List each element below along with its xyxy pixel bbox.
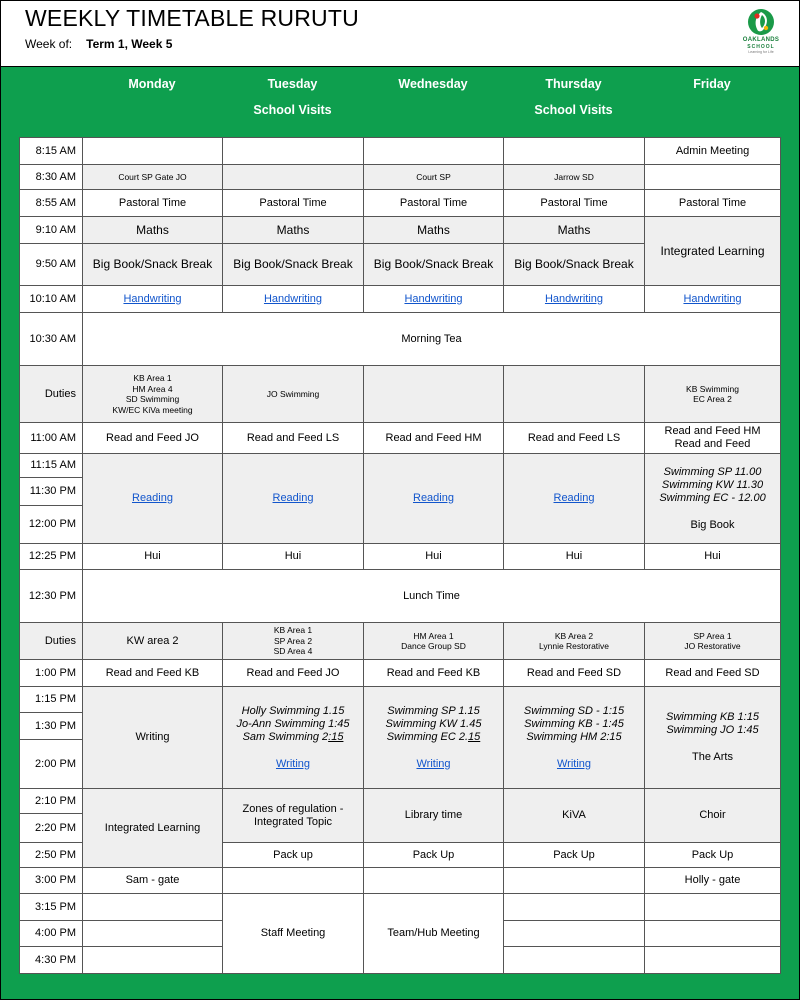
- handwriting-link[interactable]: Handwriting: [123, 292, 182, 305]
- time-cell: 2:50 PM: [20, 843, 83, 868]
- cell-line: Swimming JO 1:45: [666, 724, 759, 736]
- cell-mon-1300: Read and Feed KB: [83, 660, 223, 687]
- handwriting-link[interactable]: Handwriting: [544, 292, 604, 305]
- table-row: [20, 868, 781, 894]
- oak-leaf-icon: [746, 7, 776, 37]
- reading-link[interactable]: Reading: [272, 492, 314, 504]
- handwriting-link[interactable]: Handwriting: [683, 292, 742, 305]
- cell-tue-zones: [223, 789, 364, 843]
- cell-empty: [223, 138, 364, 165]
- time-cell: 4:00 PM: [20, 921, 83, 947]
- cell-fri-1300: Read and Feed SD: [645, 660, 781, 687]
- cell-line: [225, 731, 361, 744]
- duty-line: EC Area 2: [693, 394, 732, 404]
- cell-mon-duties2: KW area 2: [83, 623, 223, 660]
- cell-empty: [645, 894, 781, 921]
- cell-empty: [645, 947, 781, 974]
- cell-line: The Arts: [692, 751, 733, 763]
- week-value: Term 1, Week 5: [86, 37, 173, 51]
- table-row: [20, 789, 781, 814]
- cell-empty: [645, 165, 781, 190]
- cell-pastoral: Pastoral Time: [504, 190, 645, 217]
- cell-packup: Pack Up: [504, 843, 645, 868]
- cell-line: Read and Feed: [674, 438, 751, 450]
- table-row: [20, 313, 781, 366]
- duty-line: KB Area 1: [273, 625, 313, 636]
- header: [0, 0, 800, 66]
- cell-hui: Hui: [83, 544, 223, 570]
- duty-line: SD Swimming: [125, 394, 180, 404]
- time-cell: Duties: [20, 623, 83, 660]
- table-row: [20, 570, 781, 623]
- cell-line: Read and Feed HM: [664, 425, 761, 437]
- time-cell: Duties: [20, 366, 83, 423]
- cell-fri-integrated-learning: Integrated Learning: [645, 217, 781, 286]
- cell-thu-kiva: KiVA: [504, 789, 645, 843]
- table-row: [20, 894, 781, 921]
- cell-tue-packup: Pack up: [223, 843, 364, 868]
- cell-fri-swimming2: [645, 687, 781, 789]
- table-row: [20, 687, 781, 713]
- cell-tue-swimming: [223, 687, 364, 789]
- cell-thu-swimming: [504, 687, 645, 789]
- cell-line: Swimming SP 1.15: [387, 704, 480, 717]
- writing-link[interactable]: Writing: [416, 757, 451, 770]
- duty-line: Dance Group SD: [401, 641, 466, 651]
- cell-text: 15: [468, 730, 481, 743]
- cell-tue-1100: Read and Feed LS: [223, 423, 364, 454]
- cell-mon-1100: Read and Feed JO: [83, 423, 223, 454]
- day-header-thursday: Thursday: [545, 77, 602, 91]
- cell-bigbook: Big Book/Snack Break: [223, 244, 364, 286]
- cell-wed-swimming: [364, 687, 504, 789]
- time-cell: 4:30 PM: [20, 947, 83, 974]
- day-header-wednesday: Wednesday: [398, 77, 468, 91]
- week-of: [25, 37, 172, 51]
- cell-fri-duties2: [645, 623, 781, 660]
- day-header-tuesday: Tuesday: [267, 77, 318, 91]
- time-cell: 1:15 PM: [20, 687, 83, 713]
- time-cell: 11:00 AM: [20, 423, 83, 454]
- cell-line: Jo-Ann Swimming 1:45: [236, 717, 350, 730]
- timetable: [19, 137, 781, 974]
- cell-thu-0830: Jarrow SD: [504, 165, 645, 190]
- time-cell: 11:30 PM: [20, 478, 83, 506]
- cell-line: Zones of regulation -: [242, 802, 344, 815]
- table-row: [20, 165, 781, 190]
- time-cell: 2:10 PM: [20, 789, 83, 814]
- cell-lunch-time: Lunch Time: [83, 570, 781, 623]
- time-cell: 1:30 PM: [20, 713, 83, 740]
- cell-mon-0830: Court SP Gate JO: [83, 165, 223, 190]
- cell-hui: Hui: [645, 544, 781, 570]
- time-cell: 8:15 AM: [20, 138, 83, 165]
- cell-text: :15: [328, 730, 344, 743]
- day-subheader-thursday: School Visits: [534, 103, 613, 117]
- table-row: [20, 190, 781, 217]
- cell-tue-1300: Read and Feed JO: [223, 660, 364, 687]
- logo-tagline: Learning for Life: [748, 50, 774, 54]
- reading-link[interactable]: Reading: [413, 492, 454, 504]
- cell-line: Swimming SP 11.00: [663, 465, 762, 478]
- cell-empty: [83, 947, 223, 974]
- cell-line: [366, 731, 501, 744]
- cell-wed-0830: Court SP: [364, 165, 504, 190]
- table-row: [20, 454, 781, 478]
- table-row: [20, 138, 781, 165]
- cell-wed-duties2: [364, 623, 504, 660]
- cell-empty: [645, 921, 781, 947]
- cell-empty: [504, 366, 645, 423]
- cell-tue-duties: JO Swimming: [223, 366, 364, 423]
- duty-line: SP Area 2: [273, 635, 313, 646]
- cell-empty: [364, 868, 504, 894]
- cell-empty: [504, 947, 645, 974]
- time-cell: 1:00 PM: [20, 660, 83, 687]
- cell-line: Swimming KW 1.45: [385, 717, 482, 730]
- cell-empty: [504, 921, 645, 947]
- cell-fri-swimming: [645, 454, 781, 544]
- day-subheader-tuesday: School Visits: [253, 103, 332, 117]
- time-cell: 3:00 PM: [20, 868, 83, 894]
- cell-hui: Hui: [223, 544, 364, 570]
- cell-fri-1100: [645, 423, 781, 454]
- cell-fri-choir: Choir: [645, 789, 781, 843]
- reading-link[interactable]: Reading: [553, 492, 595, 504]
- cell-line: Swimming KW 11.30: [661, 478, 764, 491]
- cell-empty: [504, 138, 645, 165]
- cell-line: Swimming SD - 1:15: [523, 704, 625, 717]
- cell-packup: Pack Up: [645, 843, 781, 868]
- handwriting-link[interactable]: Handwriting: [263, 292, 323, 305]
- table-row: [20, 623, 781, 660]
- cell-mon-writing: Writing: [83, 687, 223, 789]
- cell-thu-1100: Read and Feed LS: [504, 423, 645, 454]
- cell-pastoral: Pastoral Time: [364, 190, 504, 217]
- cell-line: Holly Swimming 1.15: [241, 704, 345, 717]
- time-cell: 9:50 AM: [20, 244, 83, 286]
- cell-line: Swimming EC - 12.00: [659, 491, 766, 504]
- day-header-friday: Friday: [693, 77, 731, 91]
- cell-empty: [364, 366, 504, 423]
- cell-pastoral: Pastoral Time: [223, 190, 364, 217]
- duty-line: JO Restorative: [684, 641, 741, 651]
- time-cell: 12:30 PM: [20, 570, 83, 623]
- cell-maths: Maths: [364, 217, 504, 244]
- duty-line: HM Area 1: [413, 630, 454, 641]
- time-cell: 12:25 PM: [20, 544, 83, 570]
- time-cell: 11:15 AM: [20, 454, 83, 478]
- cell-wed-1100: Read and Feed HM: [364, 423, 504, 454]
- duty-line: KB Swimming: [686, 383, 739, 394]
- cell-wed-library: Library time: [364, 789, 504, 843]
- school-logo: [729, 7, 793, 63]
- time-cell: 8:55 AM: [20, 190, 83, 217]
- time-cell: 10:10 AM: [20, 286, 83, 313]
- cell-admin-meeting: Admin Meeting: [645, 138, 781, 165]
- time-cell: 9:10 AM: [20, 217, 83, 244]
- cell-thu-1300: Read and Feed SD: [504, 660, 645, 687]
- cell-wed-1300: Read and Feed KB: [364, 660, 504, 687]
- duty-line: Lynnie Restorative: [538, 641, 610, 651]
- cell-staff-meeting: Staff Meeting: [223, 894, 364, 974]
- writing-link[interactable]: Writing: [556, 757, 592, 770]
- cell-team-meeting: Team/Hub Meeting: [364, 894, 504, 974]
- cell-thu-duties2: [504, 623, 645, 660]
- duty-line: SP Area 1: [693, 630, 732, 641]
- cell-text: Sam Swimming 2: [242, 730, 329, 743]
- cell-morning-tea: Morning Tea: [83, 313, 781, 366]
- cell-fri-1500: Holly - gate: [645, 868, 781, 894]
- cell-empty: [223, 165, 364, 190]
- duty-line: SD Area 4: [273, 646, 313, 657]
- logo-name: OAKLANDS: [742, 37, 780, 43]
- cell-bigbook: Big Book/Snack Break: [364, 244, 504, 286]
- time-cell: 10:30 AM: [20, 313, 83, 366]
- cell-empty: [504, 894, 645, 921]
- cell-pastoral: Pastoral Time: [645, 190, 781, 217]
- cell-line: Integrated Topic: [253, 815, 333, 828]
- cell-line: Swimming HM 2:15: [526, 730, 622, 743]
- reading-link[interactable]: Reading: [132, 492, 173, 504]
- table-row: [20, 286, 781, 313]
- cell-mon-duties: [83, 366, 223, 423]
- cell-bigbook: Big Book/Snack Break: [83, 244, 223, 286]
- day-header-monday: Monday: [128, 77, 176, 91]
- cell-mon-integrated-learning: Integrated Learning: [83, 789, 223, 868]
- cell-empty: [223, 868, 364, 894]
- cell-maths: Maths: [83, 217, 223, 244]
- page-title: WEEKLY TIMETABLE RURUTU: [25, 5, 359, 31]
- table-row: [20, 217, 781, 244]
- cell-mon-1500: Sam - gate: [83, 868, 223, 894]
- duty-line: KB Area 2: [554, 630, 594, 641]
- cell-packup: Pack Up: [364, 843, 504, 868]
- handwriting-link[interactable]: Handwriting: [404, 292, 463, 305]
- cell-pastoral: Pastoral Time: [83, 190, 223, 217]
- cell-text: Swimming EC 2.: [386, 730, 469, 743]
- table-row: [20, 660, 781, 687]
- cell-line: Swimming KB - 1:45: [524, 717, 624, 730]
- duty-line: KW/EC KiVa meeting: [112, 404, 193, 415]
- cell-empty: [504, 868, 645, 894]
- writing-link[interactable]: Writing: [275, 757, 311, 770]
- cell-empty: [83, 894, 223, 921]
- duty-line: KB Area 1: [133, 373, 172, 383]
- time-cell: 12:00 PM: [20, 506, 83, 544]
- time-cell: 2:20 PM: [20, 814, 83, 843]
- cell-empty: [83, 138, 223, 165]
- cell-bigbook: Big Book/Snack Break: [504, 244, 645, 286]
- cell-empty: [83, 921, 223, 947]
- cell-hui: Hui: [364, 544, 504, 570]
- time-cell: 3:15 PM: [20, 894, 83, 921]
- cell-maths: Maths: [504, 217, 645, 244]
- cell-hui: Hui: [504, 544, 645, 570]
- cell-fri-duties: [645, 366, 781, 423]
- table-row: [20, 366, 781, 423]
- duty-line: HM Area 4: [132, 383, 173, 394]
- cell-line: Big Book: [690, 518, 735, 531]
- table-row: [20, 544, 781, 570]
- cell-line: Swimming KB 1:15: [666, 711, 759, 723]
- logo-school: SCHOOL: [747, 44, 775, 50]
- cell-maths: Maths: [223, 217, 364, 244]
- week-label: Week of:: [25, 37, 73, 51]
- time-cell: 8:30 AM: [20, 165, 83, 190]
- cell-empty: [364, 138, 504, 165]
- table-row: [20, 423, 781, 454]
- time-cell: 2:00 PM: [20, 740, 83, 789]
- cell-tue-duties2: [223, 623, 364, 660]
